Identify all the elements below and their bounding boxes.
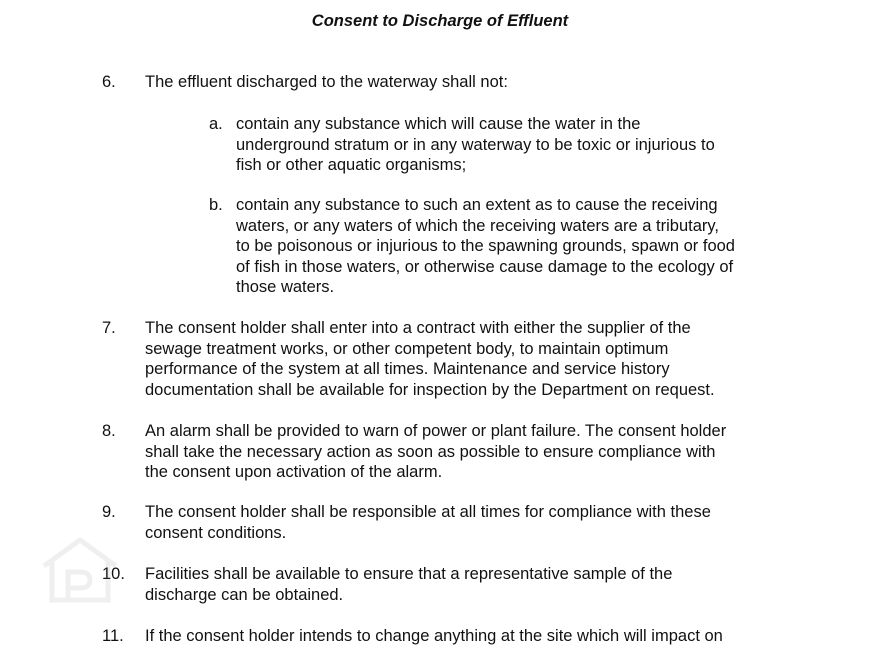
condition-text <box>145 421 792 483</box>
condition-item-9 <box>102 502 792 543</box>
text-line: the consent upon activation of the alarm. <box>145 463 443 481</box>
text-line: to be poisonous or injurious to the spawning grounds, spawn or food <box>236 237 735 255</box>
condition-text <box>145 72 792 93</box>
house-logo-icon <box>40 536 120 604</box>
condition-number: 6. <box>102 73 116 91</box>
text-line: The consent holder shall enter into a contract with either the supplier of the <box>145 319 691 337</box>
text-line: fish or other aquatic organisms; <box>236 156 467 174</box>
condition-number: 11. <box>102 627 124 645</box>
text-line: waters, or any waters of which the receiving waters are a tributary, <box>236 216 719 235</box>
condition-text <box>145 502 792 543</box>
text-line: of fish in those waters, or otherwise cause damage to the ecology of <box>236 257 734 276</box>
subitem-letter: a. <box>209 115 223 133</box>
text-line: documentation shall be available for inspection by the Department on request. <box>145 380 715 399</box>
condition-subitem-b <box>209 195 809 298</box>
condition-number: 7. <box>102 319 116 337</box>
text-line: discharge can be obtained. <box>145 585 344 604</box>
subitem-letter: b. <box>209 196 223 214</box>
document-title: Consent to Discharge of Effluent <box>311 12 569 30</box>
condition-text <box>145 564 792 605</box>
text-line: The effluent discharged to the waterway shall not: <box>145 73 508 91</box>
text-line: contain any substance which will cause the water in the <box>236 115 641 133</box>
condition-item-6 <box>102 72 792 93</box>
text-line: An alarm shall be provided to warn of power or plant failure. The consent holder <box>145 422 727 440</box>
subitem-text <box>236 114 809 176</box>
condition-item-8 <box>102 421 792 483</box>
text-line: performance of the system at all times. Maintenance and service history <box>145 360 670 378</box>
text-line: The consent holder shall be responsible at all times for compliance with these <box>145 503 711 521</box>
condition-item-10 <box>102 564 792 605</box>
text-line: sewage treatment works, or other competent body, to maintain optimum <box>145 339 669 358</box>
condition-item-7 <box>102 318 792 400</box>
condition-number: 9. <box>102 503 116 521</box>
condition-text <box>145 318 792 400</box>
subitem-text <box>236 195 809 298</box>
condition-item-11 <box>102 626 792 647</box>
text-line: those waters. <box>236 278 335 296</box>
text-line: shall take the necessary action as soon as possible to ensure compliance with <box>145 442 716 461</box>
text-line: consent conditions. <box>145 523 287 542</box>
text-line: contain any substance to such an extent as to cause the receiving <box>236 196 718 214</box>
condition-text <box>145 626 792 647</box>
text-line: underground stratum or in any waterway to be toxic or injurious to <box>236 135 715 154</box>
condition-number: 8. <box>102 422 116 440</box>
text-line: If the consent holder intends to change anything at the site which will impact on <box>145 627 723 645</box>
condition-number: 10. <box>102 565 125 583</box>
text-line: Facilities shall be available to ensure that a representative sample of the <box>145 565 673 583</box>
condition-subitem-a <box>209 114 809 176</box>
